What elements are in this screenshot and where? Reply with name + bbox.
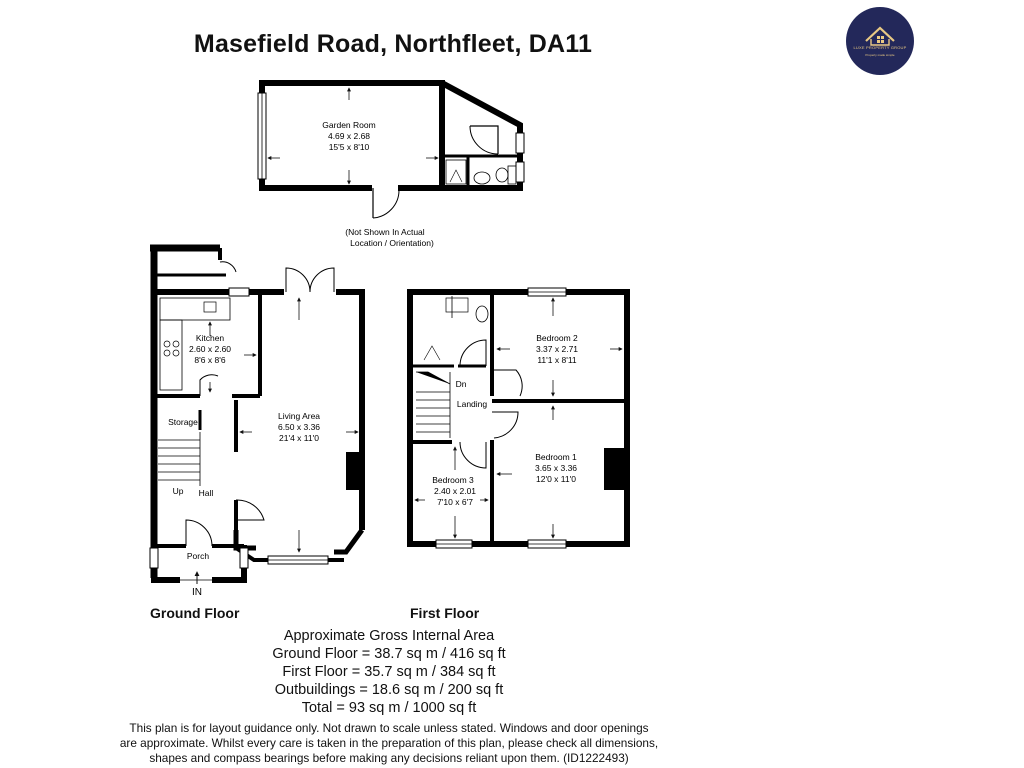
bedroom3-imperial: 7'10 x 6'7	[437, 497, 473, 507]
bedroom2-name: Bedroom 2	[536, 333, 578, 343]
storage-label: Storage	[168, 417, 198, 427]
area-first-floor: First Floor = 35.7 sq m / 384 sq ft	[282, 664, 496, 680]
living-area-metric: 6.50 x 3.36	[277, 422, 321, 432]
garden-room-metric: 4.69 x 2.68	[327, 131, 371, 141]
bedroom1-metric: 3.65 x 3.36	[534, 463, 578, 473]
area-ground-floor: Ground Floor = 38.7 sq m / 416 sq ft	[272, 646, 506, 662]
outbuilding-note-line2: Location / Orientation)	[350, 238, 434, 248]
area-outbuildings: Outbuildings = 18.6 sq m / 200 sq ft	[274, 682, 504, 698]
bedroom3-metric: 2.40 x 2.01	[433, 486, 477, 496]
stairs-up-label: Up	[172, 486, 184, 496]
living-area-name: Living Area	[277, 411, 321, 421]
ground-floor-label: Ground Floor	[150, 605, 240, 621]
disclaimer-line2: are approximate. Whilst every care is taken in the preparation of this plan, please check all dimensions,	[119, 736, 659, 750]
logo-tagline: Property made simple	[865, 53, 895, 57]
kitchen-metric: 2.60 x 2.60	[188, 344, 232, 354]
first-floor-label: First Floor	[410, 605, 480, 621]
ground-floor-plan	[150, 248, 362, 584]
bedroom2-imperial: 11'1 x 8'11	[537, 355, 577, 365]
kitchen-imperial: 8'6 x 8'6	[194, 355, 226, 365]
living-area-imperial: 21'4 x 11'0	[279, 433, 319, 443]
area-heading: Approximate Gross Internal Area	[283, 628, 495, 644]
outbuilding-note-line1: (Not Shown In Actual	[345, 227, 425, 237]
porch-label: Porch	[186, 551, 210, 561]
entrance-label: IN	[192, 587, 202, 598]
garden-room-imperial: 15'5 x 8'10	[328, 142, 370, 152]
first-floor-plan	[410, 288, 627, 548]
bedroom1-imperial: 12'0 x 11'0	[536, 474, 576, 484]
landing-label: Landing	[456, 399, 488, 409]
area-summary	[0, 627, 778, 717]
logo-brand-text: LUXE PROPERTY GROUP	[853, 45, 907, 50]
area-total: Total = 93 sq m / 1000 sq ft	[301, 700, 477, 716]
hall-label: Hall	[198, 488, 214, 498]
outbuilding-plan	[258, 83, 524, 218]
plan-title: Masefield Road, Northfleet, DA11	[193, 30, 593, 58]
bedroom1-name: Bedroom 1	[535, 452, 577, 462]
kitchen-name: Kitchen	[195, 333, 225, 343]
disclaimer	[0, 721, 778, 766]
garden-room-name: Garden Room	[322, 120, 376, 130]
bedroom3-name: Bedroom 3	[432, 475, 474, 485]
bedroom2-metric: 3.37 x 2.71	[535, 344, 579, 354]
disclaimer-line1: This plan is for layout guidance only. Not drawn to scale unless stated. Windows and door openings	[129, 721, 649, 735]
stairs-down-label: Dn	[455, 379, 467, 389]
disclaimer-line3: shapes and compass bearings before making any decisions reliant upon them. (ID1222493)	[149, 751, 629, 765]
